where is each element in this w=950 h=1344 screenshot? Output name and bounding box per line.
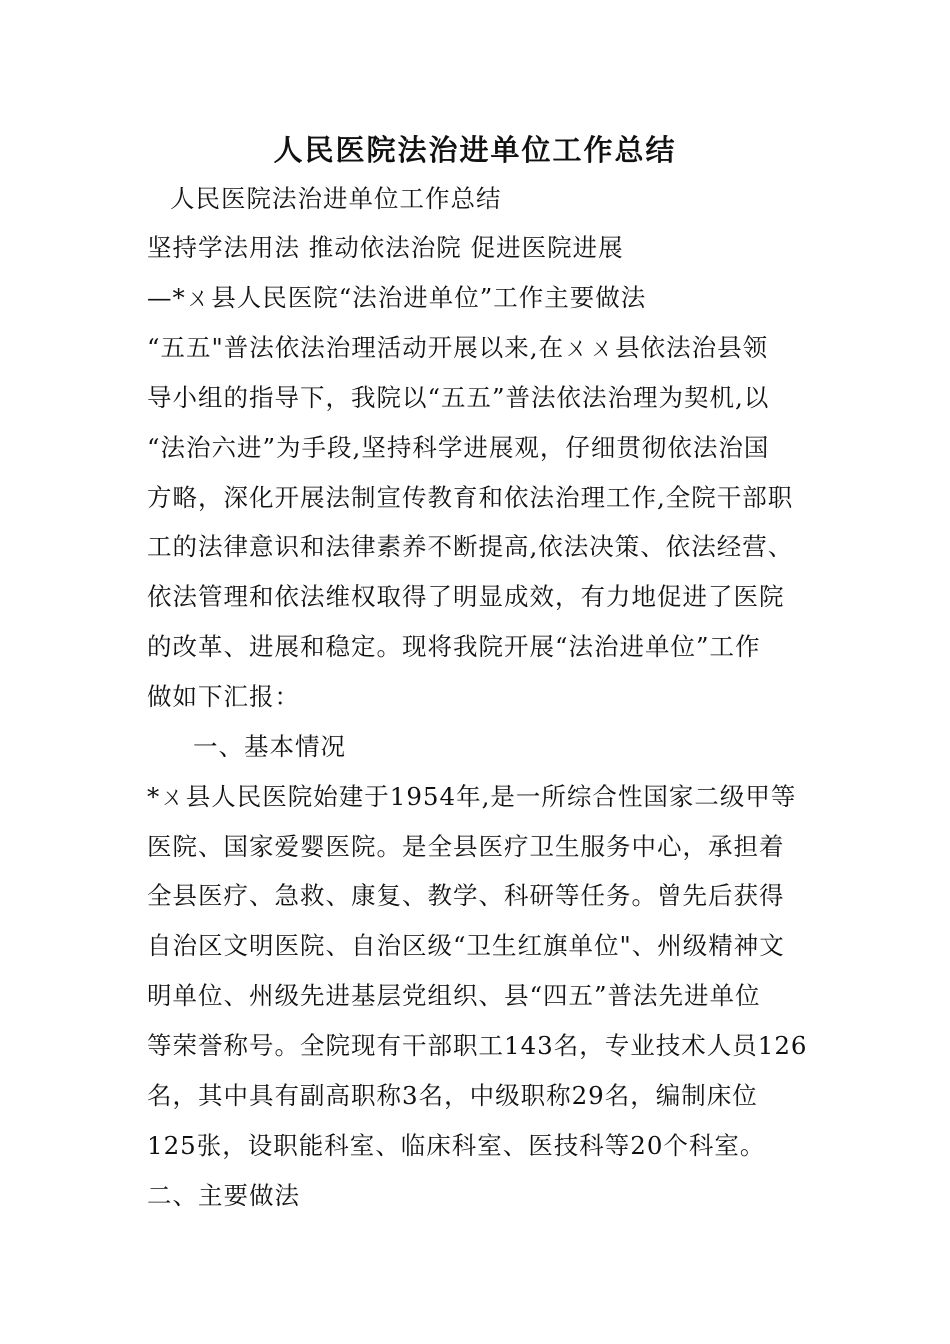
paragraph-line: 125张，设职能科室、临床科室、医技科等20个科室。: [147, 1131, 766, 1160]
paragraph-line: 自治区文明医院、自治区级“卫生红旗单位"、州级精神文: [147, 931, 785, 960]
paragraph-line: 明单位、州级先进基层党组织、县“四五”普法先进单位: [147, 981, 761, 1010]
subtitle-line: 人民医院法治进单位工作总结: [170, 184, 502, 213]
subheading-line: —*ㄨ县人民医院“法治进单位”工作主要做法: [147, 283, 647, 312]
paragraph-line: 等荣誉称号。全院现有干部职工143名，专业技术人员126: [147, 1031, 808, 1060]
paragraph-line: 做如下汇报：: [147, 682, 300, 711]
paragraph-line: 全县医疗、急救、康复、教学、科研等任务。曾先后获得: [147, 881, 785, 910]
paragraph-line: 导小组的指导下，我院以“五五”普法依法治理为契机,以: [147, 383, 770, 412]
paragraph-line: 医院、国家爱婴医院。是全县医疗卫生服务中心，承担着: [147, 832, 785, 861]
paragraph-line: 方略，深化开展法制宣传教育和依法治理工作,全院干部职: [147, 483, 794, 512]
paragraph-line: “五五"普法依法治理活动开展以来,在ㄨㄨ县依法治县领: [147, 333, 769, 362]
paragraph-line: “法治六进”为手段,坚持科学进展观，仔细贯彻依法治国: [147, 433, 770, 462]
section-heading-basic: 一、基本情况: [193, 732, 346, 761]
paragraph-line: 工的法律意识和法律素养不断提高,依法决策、依法经营、: [147, 532, 794, 561]
slogan-line: 坚持学法用法 推动依法治院 促进医院进展: [147, 233, 624, 262]
paragraph-line: 名，其中具有副高职称3名，中级职称29名，编制床位: [147, 1081, 758, 1110]
section-heading-practice: 二、主要做法: [147, 1181, 300, 1210]
paragraph-line: 的改革、进展和稳定。现将我院开展“法治进单位”工作: [147, 632, 761, 661]
paragraph-line: 依法管理和依法维权取得了明显成效，有力地促进了医院: [147, 582, 785, 611]
document-title: 人民医院法治进单位工作总结: [273, 133, 677, 167]
paragraph-line: *ㄨ县人民医院始建于1954年,是一所综合性国家二级甲等: [147, 782, 797, 811]
